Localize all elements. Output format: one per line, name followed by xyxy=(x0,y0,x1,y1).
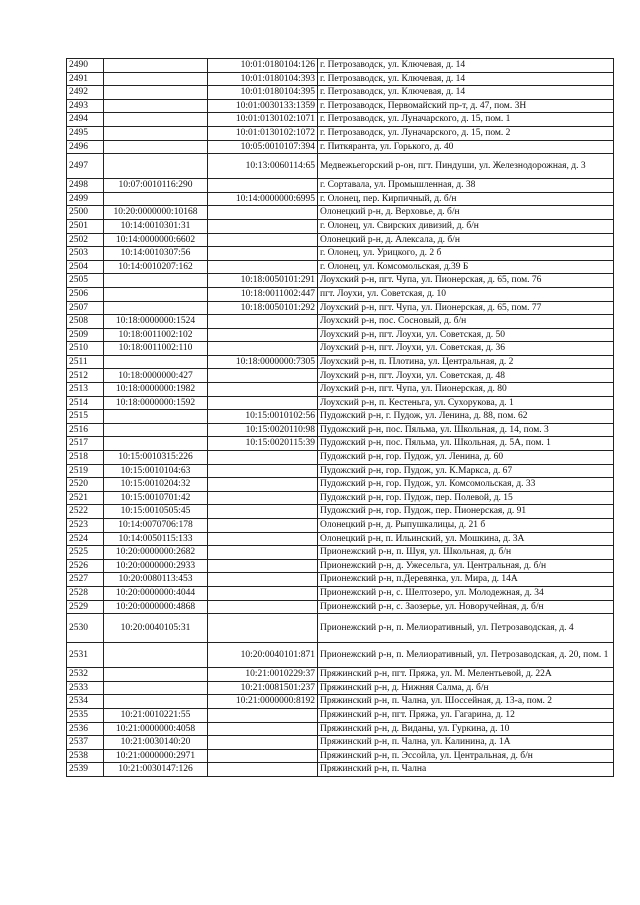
address-cell: Пудожский р-н, пос. Пяльма, ул. Школьная, д. 14, пом. 3 xyxy=(318,423,614,437)
address-cell: г. Олонец, пер. Кирпичный, д. б/н xyxy=(318,192,614,206)
premises-cadastral-number-cell xyxy=(208,478,318,492)
address-cell: Пудожский р-н, гор. Пудож, пер. Пионерская, д. 91 xyxy=(318,505,614,519)
address-cell: Лоухский р-н, пгт. Лоухи, ул. Советская, д. 36 xyxy=(318,342,614,356)
premises-cadastral-number-cell xyxy=(208,315,318,329)
premises-cadastral-number-cell xyxy=(208,383,318,397)
cadastral-number-cell xyxy=(104,423,208,437)
row-number-cell: 2495 xyxy=(67,126,104,140)
premises-cadastral-number-cell: 10:18:0011002:447 xyxy=(208,287,318,301)
table-row xyxy=(67,219,614,233)
premises-cadastral-number-cell xyxy=(208,464,318,478)
row-number-cell: 2510 xyxy=(67,342,104,356)
table-row xyxy=(67,206,614,220)
table-row xyxy=(67,301,614,315)
cadastral-number-cell: 10:15:0010104:63 xyxy=(104,464,208,478)
cadastral-number-cell xyxy=(104,355,208,369)
row-number-cell: 2507 xyxy=(67,301,104,315)
table-row xyxy=(67,708,614,722)
row-number-cell: 2520 xyxy=(67,478,104,492)
premises-cadastral-number-cell xyxy=(208,505,318,519)
table-row xyxy=(67,274,614,288)
premises-cadastral-number-cell xyxy=(208,396,318,410)
table-row xyxy=(67,586,614,600)
cadastral-number-cell: 10:18:0011002:110 xyxy=(104,342,208,356)
cadastral-number-cell: 10:20:0000000:4868 xyxy=(104,600,208,614)
cadastral-number-cell: 10:15:0010701:42 xyxy=(104,491,208,505)
cadastral-number-cell xyxy=(104,695,208,709)
table-row xyxy=(67,573,614,587)
table-row xyxy=(67,763,614,777)
premises-cadastral-number-cell: 10:21:0000000:8192 xyxy=(208,695,318,709)
premises-cadastral-number-cell xyxy=(208,451,318,465)
address-cell: Медвежьегорский р-он, пгт. Пиндуши, ул. Железнодорожная, д. 3 xyxy=(318,154,614,179)
table-row xyxy=(67,643,614,668)
table-row xyxy=(67,342,614,356)
row-number-cell: 2506 xyxy=(67,287,104,301)
address-cell: Пряжинский р-н, п. Чална, ул. Шоссейная, д. 13-а, пом. 2 xyxy=(318,695,614,709)
table-row xyxy=(67,99,614,113)
table-row xyxy=(67,614,614,643)
row-number-cell: 2517 xyxy=(67,437,104,451)
table-row xyxy=(67,179,614,193)
row-number-cell: 2492 xyxy=(67,86,104,100)
address-cell: Лоухский р-н, пгт. Чупа, ул. Пионерская, д. 80 xyxy=(318,383,614,397)
row-number-cell: 2499 xyxy=(67,192,104,206)
row-number-cell: 2512 xyxy=(67,369,104,383)
address-cell: Лоухский р-н, п. Кестеньга, ул. Сухорукова, д. 1 xyxy=(318,396,614,410)
table-row xyxy=(67,505,614,519)
cadastral-number-cell xyxy=(104,437,208,451)
table-row xyxy=(67,126,614,140)
table-row xyxy=(67,491,614,505)
address-cell: Пудожский р-н, гор. Пудож, пер. Полевой, д. 15 xyxy=(318,491,614,505)
cadastral-number-cell: 10:20:0000000:2682 xyxy=(104,546,208,560)
cadastral-number-cell xyxy=(104,86,208,100)
table-row xyxy=(67,546,614,560)
cadastral-number-cell xyxy=(104,126,208,140)
row-number-cell: 2533 xyxy=(67,681,104,695)
row-number-cell: 2538 xyxy=(67,749,104,763)
table-row xyxy=(67,260,614,274)
cadastral-number-cell: 10:20:0040105:31 xyxy=(104,614,208,643)
address-cell: Прионежский р-н, п. Мелиоративный, ул. Петрозаводская, д. 20, пом. 1 xyxy=(318,643,614,668)
row-number-cell: 2503 xyxy=(67,247,104,261)
premises-cadastral-number-cell xyxy=(208,532,318,546)
row-number-cell: 2516 xyxy=(67,423,104,437)
address-cell: г. Петрозаводск, ул. Ключевая, д. 14 xyxy=(318,59,614,73)
address-cell: г. Олонец, ул. Комсомольская, д.39 Б xyxy=(318,260,614,274)
cadastral-number-cell: 10:18:0000000:427 xyxy=(104,369,208,383)
cadastral-number-cell: 10:14:0000000:6602 xyxy=(104,233,208,247)
table-row xyxy=(67,369,614,383)
row-number-cell: 2532 xyxy=(67,668,104,682)
premises-cadastral-number-cell xyxy=(208,614,318,643)
row-number-cell: 2501 xyxy=(67,219,104,233)
row-number-cell: 2491 xyxy=(67,72,104,86)
table-row xyxy=(67,451,614,465)
address-cell: Лоухский р-н, пгт. Чупа, ул. Пионерская, д. 65, пом. 76 xyxy=(318,274,614,288)
table-row xyxy=(67,668,614,682)
row-number-cell: 2511 xyxy=(67,355,104,369)
cadastral-number-cell xyxy=(104,99,208,113)
row-number-cell: 2537 xyxy=(67,736,104,750)
cadastral-number-cell: 10:14:0010301:31 xyxy=(104,219,208,233)
table-row xyxy=(67,86,614,100)
address-cell: Пряжинский р-н, п. Чална, ул. Калинина, д. 1А xyxy=(318,736,614,750)
address-cell: пгт. Лоухи, ул. Советская, д. 10 xyxy=(318,287,614,301)
cadastral-number-cell xyxy=(104,681,208,695)
address-cell: Пудожский р-н, гор. Пудож, ул. Комсомольская, д. 33 xyxy=(318,478,614,492)
address-cell: Пудожский р-н, г. Пудож, ул. Ленина, д. 88, пом. 62 xyxy=(318,410,614,424)
table-row xyxy=(67,328,614,342)
cadastral-number-cell xyxy=(104,410,208,424)
row-number-cell: 2490 xyxy=(67,59,104,73)
address-cell: Олонецкий р-н, д. Рыпушкалицы, д. 21 б xyxy=(318,519,614,533)
premises-cadastral-number-cell xyxy=(208,247,318,261)
premises-cadastral-number-cell: 10:15:0020115:39 xyxy=(208,437,318,451)
row-number-cell: 2497 xyxy=(67,154,104,179)
cadastral-number-cell: 10:15:0010204:32 xyxy=(104,478,208,492)
premises-cadastral-number-cell: 10:05:0010107:394 xyxy=(208,140,318,154)
address-cell: Олонецкий р-н, п. Ильинский, ул. Мошкина, д. 3А xyxy=(318,532,614,546)
address-cell: Пряжинский р-н, п. Чална xyxy=(318,763,614,777)
cadastral-number-cell: 10:07:0010116:290 xyxy=(104,179,208,193)
address-cell: Прионежский р-н, п. Шуя, ул. Школьная, д. б/н xyxy=(318,546,614,560)
row-number-cell: 2536 xyxy=(67,722,104,736)
premises-cadastral-number-cell xyxy=(208,233,318,247)
table-row xyxy=(67,113,614,127)
address-cell: г. Олонец, ул. Свирских дивизий, д. б/н xyxy=(318,219,614,233)
cadastral-number-cell xyxy=(104,113,208,127)
address-cell: Пудожский р-н, гор. Пудож, ул. Ленина, д. 60 xyxy=(318,451,614,465)
address-cell: Прионежский р-н, д. Ужесельга, ул. Центральная, д. б/н xyxy=(318,559,614,573)
table-row xyxy=(67,478,614,492)
table-row xyxy=(67,695,614,709)
premises-cadastral-number-cell: 10:18:0050101:292 xyxy=(208,301,318,315)
cadastral-number-cell: 10:20:0000000:2933 xyxy=(104,559,208,573)
row-number-cell: 2513 xyxy=(67,383,104,397)
table-row xyxy=(67,749,614,763)
table-row xyxy=(67,532,614,546)
premises-cadastral-number-cell: 10:15:0020110:98 xyxy=(208,423,318,437)
table-row xyxy=(67,600,614,614)
address-cell: Пряжинский р-н, пгт. Пряжа, ул. М. Мелентьевой, д. 22А xyxy=(318,668,614,682)
cadastral-number-cell: 10:15:0010315:226 xyxy=(104,451,208,465)
property-register-table xyxy=(66,58,614,777)
premises-cadastral-number-cell: 10:21:0010229:37 xyxy=(208,668,318,682)
address-cell: г. Петрозаводск, Первомайский пр-т, д. 47, пом. 3Н xyxy=(318,99,614,113)
cadastral-number-cell: 10:20:0000000:4044 xyxy=(104,586,208,600)
premises-cadastral-number-cell xyxy=(208,369,318,383)
cadastral-number-cell xyxy=(104,72,208,86)
address-cell: Пряжинский р-н, д. Нижняя Салма, д. б/н xyxy=(318,681,614,695)
row-number-cell: 2508 xyxy=(67,315,104,329)
row-number-cell: 2522 xyxy=(67,505,104,519)
row-number-cell: 2509 xyxy=(67,328,104,342)
address-cell: Прионежский р-н, п. Мелиоративный, ул. Петрозаводская, д. 4 xyxy=(318,614,614,643)
table-row xyxy=(67,559,614,573)
table-row xyxy=(67,233,614,247)
cadastral-number-cell: 10:18:0000000:1524 xyxy=(104,315,208,329)
premises-cadastral-number-cell: 10:20:0040101:871 xyxy=(208,643,318,668)
premises-cadastral-number-cell xyxy=(208,600,318,614)
premises-cadastral-number-cell: 10:18:0000000:7305 xyxy=(208,355,318,369)
cadastral-number-cell: 10:21:0010221:55 xyxy=(104,708,208,722)
row-number-cell: 2496 xyxy=(67,140,104,154)
table-row xyxy=(67,437,614,451)
row-number-cell: 2535 xyxy=(67,708,104,722)
premises-cadastral-number-cell xyxy=(208,219,318,233)
address-cell: Олонецкий р-н, д. Алексала, д. б/н xyxy=(318,233,614,247)
premises-cadastral-number-cell: 10:21:0081501:237 xyxy=(208,681,318,695)
table-row xyxy=(67,464,614,478)
row-number-cell: 2524 xyxy=(67,532,104,546)
cadastral-number-cell: 10:21:0000000:4058 xyxy=(104,722,208,736)
premises-cadastral-number-cell: 10:18:0050101:291 xyxy=(208,274,318,288)
premises-cadastral-number-cell xyxy=(208,586,318,600)
premises-cadastral-number-cell: 10:14:0000000:6995 xyxy=(208,192,318,206)
premises-cadastral-number-cell: 10:01:0180104:395 xyxy=(208,86,318,100)
cadastral-number-cell: 10:20:0000000:10168 xyxy=(104,206,208,220)
table-row xyxy=(67,247,614,261)
address-cell: Пряжинский р-н, д. Виданы, ул. Гуркина, д. 10 xyxy=(318,722,614,736)
table-row xyxy=(67,355,614,369)
premises-cadastral-number-cell xyxy=(208,708,318,722)
cadastral-number-cell: 10:14:0010207:162 xyxy=(104,260,208,274)
document-page xyxy=(66,58,614,777)
table-row xyxy=(67,410,614,424)
premises-cadastral-number-cell xyxy=(208,749,318,763)
cadastral-number-cell: 10:18:0011002:102 xyxy=(104,328,208,342)
row-number-cell: 2529 xyxy=(67,600,104,614)
premises-cadastral-number-cell xyxy=(208,573,318,587)
cadastral-number-cell xyxy=(104,59,208,73)
premises-cadastral-number-cell xyxy=(208,736,318,750)
premises-cadastral-number-cell xyxy=(208,328,318,342)
table-row xyxy=(67,192,614,206)
premises-cadastral-number-cell: 10:01:0180104:393 xyxy=(208,72,318,86)
premises-cadastral-number-cell: 10:01:0130102:1071 xyxy=(208,113,318,127)
address-cell: г. Олонец, ул. Урицкого, д. 2 б xyxy=(318,247,614,261)
premises-cadastral-number-cell xyxy=(208,260,318,274)
address-cell: г. Петрозаводск, ул. Ключевая, д. 14 xyxy=(318,72,614,86)
address-cell: Пряжинский р-н, п. Эссойла, ул. Центральная, д. б/н xyxy=(318,749,614,763)
address-cell: Лоухский р-н, п. Плотина, ул. Центральная, д. 2 xyxy=(318,355,614,369)
row-number-cell: 2530 xyxy=(67,614,104,643)
address-cell: г. Питкяранта, ул. Горького, д. 40 xyxy=(318,140,614,154)
table-row xyxy=(67,519,614,533)
address-cell: г. Петрозаводск, ул. Луначарского, д. 15, пом. 1 xyxy=(318,113,614,127)
table-row xyxy=(67,681,614,695)
premises-cadastral-number-cell xyxy=(208,559,318,573)
cadastral-number-cell: 10:14:0050115:133 xyxy=(104,532,208,546)
premises-cadastral-number-cell: 10:15:0010102:56 xyxy=(208,410,318,424)
table-row xyxy=(67,154,614,179)
premises-cadastral-number-cell xyxy=(208,546,318,560)
cadastral-number-cell xyxy=(104,287,208,301)
table-row xyxy=(67,736,614,750)
premises-cadastral-number-cell: 10:01:0130102:1072 xyxy=(208,126,318,140)
cadastral-number-cell: 10:14:0010307:56 xyxy=(104,247,208,261)
premises-cadastral-number-cell xyxy=(208,206,318,220)
row-number-cell: 2527 xyxy=(67,573,104,587)
premises-cadastral-number-cell: 10:01:0180104:126 xyxy=(208,59,318,73)
row-number-cell: 2539 xyxy=(67,763,104,777)
table-body xyxy=(67,59,614,777)
address-cell: г. Петрозаводск, ул. Ключевая, д. 14 xyxy=(318,86,614,100)
address-cell: г. Сортавала, ул. Промышленная, д. 38 xyxy=(318,179,614,193)
table-row xyxy=(67,423,614,437)
cadastral-number-cell xyxy=(104,154,208,179)
premises-cadastral-number-cell xyxy=(208,179,318,193)
address-cell: Прионежский р-н, с. Заозерье, ул. Новоручейная, д. б/н xyxy=(318,600,614,614)
cadastral-number-cell: 10:18:0000000:1982 xyxy=(104,383,208,397)
address-cell: Лоухский р-н, пос. Сосновый, д. б/н xyxy=(318,315,614,329)
cadastral-number-cell xyxy=(104,192,208,206)
address-cell: Пряжинский р-н, пгт. Пряжа, ул. Гагарина, д. 12 xyxy=(318,708,614,722)
row-number-cell: 2534 xyxy=(67,695,104,709)
premises-cadastral-number-cell xyxy=(208,763,318,777)
cadastral-number-cell: 10:21:0030147:126 xyxy=(104,763,208,777)
table-row xyxy=(67,59,614,73)
cadastral-number-cell: 10:21:0000000:2971 xyxy=(104,749,208,763)
cadastral-number-cell: 10:14:0070706:178 xyxy=(104,519,208,533)
address-cell: Пудожский р-н, пос. Пяльма, ул. Школьная, д. 5А, пом. 1 xyxy=(318,437,614,451)
table-row xyxy=(67,140,614,154)
table-row xyxy=(67,72,614,86)
premises-cadastral-number-cell: 10:01:0030133:1359 xyxy=(208,99,318,113)
premises-cadastral-number-cell xyxy=(208,342,318,356)
row-number-cell: 2528 xyxy=(67,586,104,600)
row-number-cell: 2493 xyxy=(67,99,104,113)
row-number-cell: 2521 xyxy=(67,491,104,505)
row-number-cell: 2531 xyxy=(67,643,104,668)
cadastral-number-cell xyxy=(104,643,208,668)
table-row xyxy=(67,287,614,301)
premises-cadastral-number-cell xyxy=(208,722,318,736)
row-number-cell: 2523 xyxy=(67,519,104,533)
cadastral-number-cell xyxy=(104,668,208,682)
cadastral-number-cell xyxy=(104,140,208,154)
table-row xyxy=(67,315,614,329)
cadastral-number-cell xyxy=(104,274,208,288)
premises-cadastral-number-cell xyxy=(208,519,318,533)
premises-cadastral-number-cell xyxy=(208,491,318,505)
cadastral-number-cell: 10:15:0010505:45 xyxy=(104,505,208,519)
row-number-cell: 2502 xyxy=(67,233,104,247)
row-number-cell: 2514 xyxy=(67,396,104,410)
address-cell: Прионежский р-н, п.Деревянка, ул. Мира, д. 14А xyxy=(318,573,614,587)
table-row xyxy=(67,396,614,410)
address-cell: Лоухский р-н, пгт. Лоухи, ул. Советская, д. 48 xyxy=(318,369,614,383)
row-number-cell: 2519 xyxy=(67,464,104,478)
row-number-cell: 2525 xyxy=(67,546,104,560)
cadastral-number-cell: 10:21:0030140:20 xyxy=(104,736,208,750)
cadastral-number-cell xyxy=(104,301,208,315)
premises-cadastral-number-cell: 10:13:0060114:65 xyxy=(208,154,318,179)
table-row xyxy=(67,383,614,397)
address-cell: Прионежский р-н, с. Шелтозеро, ул. Молодежная, д. 34 xyxy=(318,586,614,600)
address-cell: Пудожский р-н, гор. Пудож, ул. К.Маркса, д. 67 xyxy=(318,464,614,478)
row-number-cell: 2505 xyxy=(67,274,104,288)
address-cell: Лоухский р-н, пгт. Лоухи, ул. Советская, д. 50 xyxy=(318,328,614,342)
row-number-cell: 2515 xyxy=(67,410,104,424)
row-number-cell: 2494 xyxy=(67,113,104,127)
address-cell: Лоухский р-н, пгт. Чупа, ул. Пионерская, д. 65, пом. 77 xyxy=(318,301,614,315)
cadastral-number-cell: 10:20:0080113:453 xyxy=(104,573,208,587)
row-number-cell: 2526 xyxy=(67,559,104,573)
table-row xyxy=(67,722,614,736)
address-cell: Олонецкий р-н, д. Верховье, д. б/н xyxy=(318,206,614,220)
row-number-cell: 2518 xyxy=(67,451,104,465)
address-cell: г. Петрозаводск, ул. Луначарского, д. 15, пом. 2 xyxy=(318,126,614,140)
cadastral-number-cell: 10:18:0000000:1592 xyxy=(104,396,208,410)
row-number-cell: 2500 xyxy=(67,206,104,220)
row-number-cell: 2498 xyxy=(67,179,104,193)
row-number-cell: 2504 xyxy=(67,260,104,274)
